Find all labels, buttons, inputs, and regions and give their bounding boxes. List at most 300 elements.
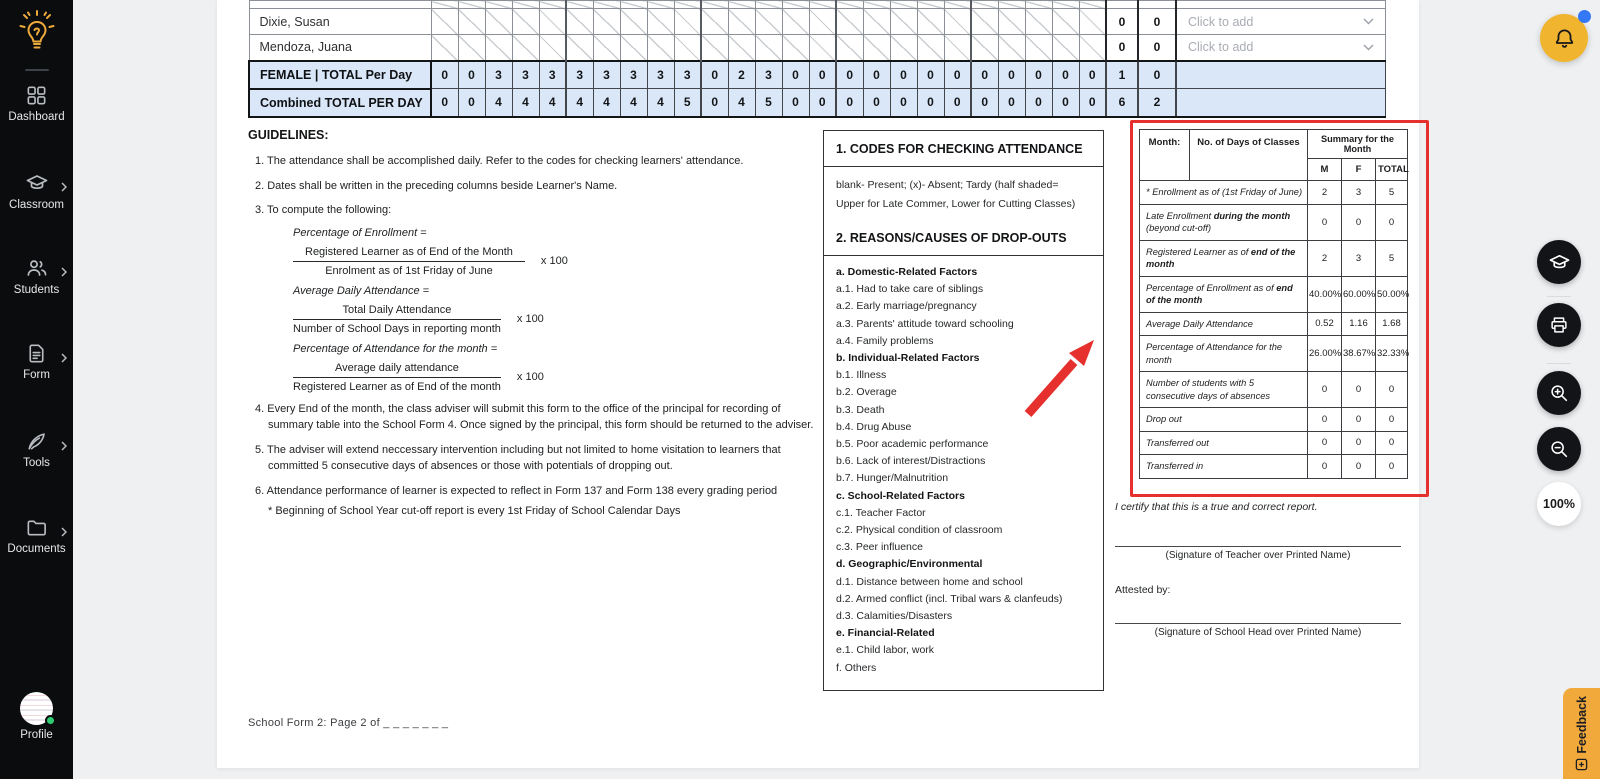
attendance-day-cell[interactable] <box>1052 1 1079 9</box>
attendance-day-cell[interactable] <box>809 9 836 35</box>
sidebar-divider <box>25 69 49 71</box>
day-total-cell: 4 <box>620 89 647 117</box>
dropout-reason: c.1. Teacher Factor <box>836 506 926 519</box>
attendance-day-cell[interactable] <box>971 9 998 35</box>
attendance-day-cell[interactable] <box>620 35 647 61</box>
summary-value-total: 0 <box>1376 204 1408 240</box>
summary-row-label: Transferred out <box>1140 431 1308 455</box>
formula-denominator: Enrolment as of 1st Friday of June <box>325 264 493 277</box>
summary-row <box>1140 336 1408 372</box>
zoom-level-badge: 100% <box>1537 482 1581 526</box>
zoom-in-button[interactable] <box>1537 371 1581 415</box>
codes-description: blank- Present; (x)- Absent; Tardy (half shaded= Upper for Late Commer, Lower for Cutting Classes) <box>836 179 1076 210</box>
day-total-cell: 4 <box>485 89 512 117</box>
certification-block <box>1115 501 1401 638</box>
summary-value-f: 0 <box>1342 204 1376 240</box>
day-total-cell: 0 <box>431 61 458 89</box>
sidebar-item-tools[interactable] <box>0 430 73 469</box>
head-signature-caption: (Signature of School Head over Printed Name) <box>1154 627 1362 638</box>
formula-numerator: Total Daily Attendance <box>293 304 501 320</box>
dropout-reason: a.4. Family problems <box>836 334 934 347</box>
attendance-day-cell[interactable] <box>1052 9 1079 35</box>
total-row-label: Combined TOTAL PER DAY <box>249 89 431 117</box>
sidebar-item-form[interactable] <box>0 342 73 381</box>
formula-denominator: Number of School Days in reporting month <box>293 322 501 335</box>
summary-value-total: 5 <box>1376 181 1408 205</box>
bell-icon <box>1552 26 1577 51</box>
sidebar-item-label: Form <box>23 369 50 381</box>
attendance-day-cell[interactable] <box>1079 35 1106 61</box>
summary-value-f: 0 <box>1342 372 1376 408</box>
summary-value-m: 0 <box>1308 455 1342 479</box>
day-total-cell: 0 <box>998 61 1025 89</box>
chevron-right-icon <box>61 350 67 368</box>
dropout-reason: d. Geographic/Environmental <box>836 558 983 571</box>
attendance-day-cell[interactable] <box>998 35 1025 61</box>
remarks-cell <box>1176 61 1386 89</box>
guideline-item: 2. Dates shall be written in the preceding columns beside Learner's Name. <box>255 179 618 192</box>
students-icon <box>25 256 49 280</box>
classroom-icon <box>25 171 49 195</box>
summary-row <box>1140 408 1408 432</box>
attendance-day-cell[interactable] <box>647 35 674 61</box>
dropout-reason: e.1. Child labor, work <box>836 644 935 657</box>
summary-value-m: 0 <box>1308 431 1342 455</box>
attendance-day-cell[interactable] <box>971 35 998 61</box>
day-total-cell: 0 <box>1025 89 1052 117</box>
day-total-cell: 0 <box>1052 89 1079 117</box>
summary-value-total: 0 <box>1376 372 1408 408</box>
formula-numerator: Average daily attendance <box>293 362 501 378</box>
attendance-day-cell[interactable] <box>782 35 809 61</box>
attendance-day-cell[interactable] <box>566 1 593 9</box>
dropout-reason: f. Others <box>836 661 877 674</box>
attendance-day-cell[interactable] <box>458 1 485 9</box>
attendance-day-cell[interactable] <box>1079 9 1106 35</box>
summary-value-f: 38.67% <box>1342 336 1376 372</box>
guideline-item: 3. To compute the following: <box>255 204 392 216</box>
dropout-reason: b.6. Lack of interest/Distractions <box>836 455 986 468</box>
day-total-cell: 0 <box>1079 89 1106 117</box>
summary-header-month: Month: <box>1140 130 1190 181</box>
certification-statement: I certify that this is a true and correct report. <box>1115 501 1318 513</box>
graduation-cap-icon <box>1548 251 1571 274</box>
absent-total-cell <box>1106 1 1138 9</box>
remarks-placeholder: Click to add <box>1188 14 1254 29</box>
attendance-day-cell[interactable] <box>809 35 836 61</box>
day-total-cell: 5 <box>755 89 782 117</box>
controls-divider <box>1547 363 1571 364</box>
day-total-cell: 0 <box>917 89 944 117</box>
attendance-day-cell[interactable] <box>512 1 539 9</box>
attendance-day-cell[interactable] <box>944 9 971 35</box>
zoom-in-icon <box>1548 382 1570 404</box>
codes-section2-title: 2. REASONS/CAUSES OF DROP-OUTS <box>824 220 1103 256</box>
form-icon <box>25 342 48 365</box>
attendance-day-cell[interactable] <box>917 35 944 61</box>
attendance-day-cell[interactable] <box>917 1 944 9</box>
attendance-day-cell[interactable] <box>647 1 674 9</box>
sidebar-item-label: Dashboard <box>8 111 65 123</box>
chevron-right-icon <box>61 524 67 542</box>
attendance-day-cell[interactable] <box>728 1 755 9</box>
dropout-reason: e. Financial-Related <box>836 627 935 640</box>
day-total-cell: 0 <box>782 61 809 89</box>
summary-header-f: F <box>1342 159 1376 181</box>
chevron-down-icon <box>1363 44 1374 51</box>
codes-section1-title: 1. CODES FOR CHECKING ATTENDANCE <box>824 131 1103 167</box>
dropout-reason: a. Domestic-Related Factors <box>836 266 978 278</box>
dropout-reason: b.4. Drug Abuse <box>836 420 912 433</box>
printer-icon <box>1548 314 1570 336</box>
avatar <box>20 692 53 725</box>
summary-value-f: 0 <box>1342 455 1376 479</box>
summary-row-label: Average Daily Attendance <box>1140 312 1308 336</box>
feedback-tab[interactable] <box>1563 688 1600 779</box>
attendance-day-cell[interactable] <box>1025 35 1052 61</box>
summary-value-m: 0 <box>1308 204 1342 240</box>
summary-value-m: 26.00% <box>1308 336 1342 372</box>
absent-total-cell: 0 <box>1106 9 1138 35</box>
attendance-day-cell[interactable] <box>1025 1 1052 9</box>
summary-value-total: 1.68 <box>1376 312 1408 336</box>
attendance-day-cell[interactable] <box>944 1 971 9</box>
summary-row <box>1140 431 1408 455</box>
summary-row-label: Percentage of Attendance for the month <box>1140 336 1308 372</box>
guideline-item: * Beginning of School Year cut-off report is every 1st Friday of School Calendar Days <box>268 505 681 517</box>
formula-numerator: Registered Learner as of End of the Month <box>293 246 525 262</box>
summary-value-f: 0 <box>1342 408 1376 432</box>
attendance-day-cell[interactable] <box>782 9 809 35</box>
attendance-day-cell[interactable] <box>620 1 647 9</box>
sidebar-item-students[interactable] <box>0 256 73 296</box>
attendance-row <box>249 35 1386 61</box>
attendance-day-cell[interactable] <box>539 9 566 35</box>
dropout-reason: c.3. Peer influence <box>836 541 923 554</box>
chevron-down-icon <box>1363 18 1374 25</box>
attendance-day-cell[interactable] <box>620 9 647 35</box>
dropout-reason: a.1. Had to take care of siblings <box>836 283 984 296</box>
attendance-day-cell[interactable] <box>836 9 863 35</box>
day-total-cell: 0 <box>863 61 890 89</box>
summary-value-m: 40.00% <box>1308 276 1342 312</box>
attendance-day-cell[interactable] <box>863 1 890 9</box>
attendance-day-cell[interactable] <box>782 1 809 9</box>
day-total-cell: 0 <box>863 89 890 117</box>
remarks-cell <box>1176 89 1386 117</box>
controls-divider <box>1547 296 1571 297</box>
sidebar-item-dashboard[interactable] <box>0 84 73 123</box>
tardy-total-cell: 0 <box>1138 35 1176 61</box>
day-total-cell: 0 <box>971 61 998 89</box>
summary-value-m: 0 <box>1308 372 1342 408</box>
attested-by-label: Attested by: <box>1115 584 1171 596</box>
day-total-cell: 0 <box>836 89 863 117</box>
dropout-reason: d.1. Distance between home and school <box>836 575 1023 588</box>
day-total-cell: 0 <box>458 89 485 117</box>
attendance-day-cell[interactable] <box>755 9 782 35</box>
formula-multiplier: x 100 <box>540 255 568 267</box>
day-total-cell: 3 <box>674 61 701 89</box>
sidebar-item-profile[interactable] <box>0 692 73 741</box>
summary-row-label: Percentage of Enrollment as of end of the month <box>1140 276 1308 312</box>
attendance-day-cell[interactable] <box>593 1 620 9</box>
attendance-day-cell[interactable] <box>728 35 755 61</box>
attendance-row <box>249 9 1386 35</box>
notification-badge-dot <box>1578 10 1591 23</box>
attendance-day-cell[interactable] <box>701 9 728 35</box>
formula-title: Percentage of Attendance for the month = <box>293 342 498 355</box>
day-total-cell: 0 <box>890 89 917 117</box>
formula <box>293 227 828 277</box>
remarks-cell <box>1176 9 1386 35</box>
attendance-day-cell[interactable] <box>485 9 512 35</box>
attendance-day-cell[interactable] <box>701 1 728 9</box>
tardy-total-cell: 0 <box>1138 61 1176 89</box>
attendance-day-cell[interactable] <box>971 1 998 9</box>
day-total-cell: 0 <box>809 89 836 117</box>
dropout-reason: b.7. Hunger/Malnutrition <box>836 472 949 485</box>
day-total-cell: 3 <box>593 61 620 89</box>
attendance-day-cell[interactable] <box>728 9 755 35</box>
remarks-cell <box>1176 35 1386 61</box>
guideline-item: 1. The attendance shall be accomplished daily. Refer to the codes for checking learners' attendance. <box>255 155 744 167</box>
formula-denominator: Registered Learner as of End of the month <box>293 380 501 393</box>
guidelines-title: GUIDELINES: <box>248 128 329 142</box>
remarks-placeholder: Click to add <box>1188 40 1254 55</box>
remarks-dropdown[interactable] <box>1177 35 1385 60</box>
attendance-day-cell[interactable] <box>755 1 782 9</box>
day-total-cell: 0 <box>701 61 728 89</box>
attendance-day-cell[interactable] <box>485 1 512 9</box>
dropout-reason: c.2. Physical condition of classroom <box>836 524 1003 537</box>
formula <box>293 285 828 335</box>
zoom-out-button[interactable] <box>1537 427 1581 471</box>
dropout-reason: b.5. Poor academic performance <box>836 438 989 451</box>
attendance-day-cell[interactable] <box>593 35 620 61</box>
summary-value-total: 50.00% <box>1376 276 1408 312</box>
remarks-cell <box>1176 1 1386 9</box>
attendance-day-cell[interactable] <box>512 35 539 61</box>
attendance-day-cell[interactable] <box>458 9 485 35</box>
print-button[interactable] <box>1537 303 1581 347</box>
sidebar-item-label: Classroom <box>9 199 64 211</box>
dropout-reason: b.1. Illness <box>836 369 887 382</box>
summary-header-total: TOTAL <box>1376 159 1408 181</box>
attendance-day-cell[interactable] <box>755 35 782 61</box>
formula-title: Percentage of Enrollment = <box>293 226 427 239</box>
summary-value-f: 0 <box>1342 431 1376 455</box>
guidelines-section <box>248 128 828 528</box>
summary-row <box>1140 372 1408 408</box>
attendance-day-cell[interactable] <box>485 35 512 61</box>
day-total-cell: 4 <box>593 89 620 117</box>
day-total-cell: 0 <box>809 61 836 89</box>
chevron-right-icon <box>61 179 67 197</box>
tardy-total-cell <box>1138 1 1176 9</box>
sidebar <box>0 0 73 779</box>
online-status-dot <box>45 715 56 726</box>
attendance-day-cell[interactable] <box>701 35 728 61</box>
attendance-day-cell[interactable] <box>863 35 890 61</box>
day-total-cell: 0 <box>944 89 971 117</box>
summary-row-label: Late Enrollment during the month (beyond cut-off) <box>1140 204 1308 240</box>
dropout-reasons-list <box>824 256 1103 685</box>
form-document <box>217 0 1419 768</box>
day-total-cell: 5 <box>674 89 701 117</box>
attendance-row <box>249 61 1386 89</box>
formula-multiplier: x 100 <box>516 313 544 325</box>
app-logo-lightbulb-icon[interactable] <box>17 8 57 60</box>
dropout-reason: b.3. Death <box>836 403 885 416</box>
attendance-day-cell[interactable] <box>1025 9 1052 35</box>
tools-icon <box>25 430 48 453</box>
day-total-cell: 4 <box>512 89 539 117</box>
sidebar-item-documents[interactable] <box>0 516 73 555</box>
formula-multiplier: x 100 <box>516 371 544 383</box>
sidebar-item-label: Documents <box>7 543 66 555</box>
day-total-cell: 4 <box>647 89 674 117</box>
teacher-signature-caption: (Signature of Teacher over Printed Name) <box>1165 550 1351 561</box>
zoom-out-icon <box>1548 438 1570 460</box>
learner-name-cell: Mendoza, Juana <box>249 35 431 61</box>
summary-row-label: * Enrollment as of (1st Friday of June) <box>1140 181 1308 205</box>
summary-header-days: No. of Days of Classes <box>1190 130 1308 181</box>
page-footer: School Form 2: Page 2 of _ _ _ _ _ _ _ <box>248 717 449 729</box>
summary-row <box>1140 455 1408 479</box>
guideline-item: 5. The adviser will extend neccessary intervention including but not limited to home visitation to learners that committed 5 consecutive days of absences or those with potentials of dropping out. <box>255 443 781 472</box>
feedback-label: Feedback <box>1574 695 1589 754</box>
attendance-day-cell[interactable] <box>647 9 674 35</box>
summary-value-f: 3 <box>1342 181 1376 205</box>
attendance-day-cell[interactable] <box>1079 1 1106 9</box>
attendance-day-cell[interactable] <box>890 1 917 9</box>
summary-row-label: Registered Learner as of end of the month <box>1140 240 1308 276</box>
day-total-cell: 3 <box>539 61 566 89</box>
day-total-cell: 0 <box>431 89 458 117</box>
attendance-day-cell[interactable] <box>431 1 458 9</box>
attendance-row <box>249 89 1386 117</box>
day-total-cell: 2 <box>728 61 755 89</box>
summary-header-m: M <box>1308 159 1342 181</box>
dropout-reason: a.3. Parents' attitude toward schooling <box>836 317 1014 330</box>
attendance-day-cell[interactable] <box>998 1 1025 9</box>
day-total-cell: 3 <box>755 61 782 89</box>
summary-value-m: 0.52 <box>1308 312 1342 336</box>
summary-row-label: Drop out <box>1140 408 1308 432</box>
absent-total-cell: 1 <box>1106 61 1138 89</box>
day-total-cell: 3 <box>647 61 674 89</box>
dropout-reason: b. Individual-Related Factors <box>836 352 980 365</box>
attendance-day-cell[interactable] <box>539 35 566 61</box>
dashboard-icon <box>25 84 48 107</box>
attendance-day-cell[interactable] <box>863 9 890 35</box>
codes-box <box>823 130 1104 691</box>
summary-value-total: 0 <box>1376 455 1408 479</box>
summary-value-total: 5 <box>1376 240 1408 276</box>
dropout-reason: b.2. Overage <box>836 386 897 399</box>
attendance-day-cell[interactable] <box>1052 35 1079 61</box>
classroom-view-button[interactable] <box>1537 240 1581 284</box>
summary-row-label: Transferred in <box>1140 455 1308 479</box>
day-total-cell: 0 <box>1079 61 1106 89</box>
attendance-day-cell[interactable] <box>593 9 620 35</box>
tardy-total-cell: 2 <box>1138 89 1176 117</box>
attendance-day-cell[interactable] <box>890 9 917 35</box>
summary-value-total: 0 <box>1376 408 1408 432</box>
attendance-day-cell[interactable] <box>836 35 863 61</box>
attendance-day-cell[interactable] <box>674 9 701 35</box>
tardy-total-cell: 0 <box>1138 9 1176 35</box>
day-total-cell: 0 <box>458 61 485 89</box>
documents-icon <box>25 516 48 539</box>
attendance-day-cell[interactable] <box>944 35 971 61</box>
day-total-cell: 0 <box>1025 61 1052 89</box>
attendance-day-cell[interactable] <box>809 1 836 9</box>
dropout-reason: d.2. Armed conflict (incl. Tribal wars & clanfeuds) <box>836 592 1063 605</box>
summary-table <box>1139 129 1408 479</box>
attendance-day-cell[interactable] <box>566 35 593 61</box>
attendance-day-cell[interactable] <box>512 9 539 35</box>
day-total-cell: 0 <box>782 89 809 117</box>
attendance-day-cell[interactable] <box>566 9 593 35</box>
summary-value-total: 0 <box>1376 431 1408 455</box>
summary-header-summary: Summary for the Month <box>1308 130 1408 159</box>
day-total-cell: 0 <box>890 61 917 89</box>
dropout-reason: d.3. Calamities/Disasters <box>836 610 953 623</box>
learner-name-cell: Dixie, Susan <box>249 9 431 35</box>
feedback-message-icon <box>1575 758 1588 771</box>
formula-title: Average Daily Attendance = <box>293 284 430 297</box>
attendance-day-cell[interactable] <box>431 35 458 61</box>
day-total-cell: 0 <box>836 61 863 89</box>
attendance-table <box>248 0 1386 118</box>
attendance-day-cell[interactable] <box>431 9 458 35</box>
attendance-day-cell[interactable] <box>458 35 485 61</box>
summary-row <box>1140 204 1408 240</box>
day-total-cell: 0 <box>944 61 971 89</box>
day-total-cell: 3 <box>566 61 593 89</box>
day-total-cell: 0 <box>971 89 998 117</box>
dropout-reason: a.2. Early marriage/pregnancy <box>836 300 977 313</box>
sidebar-item-label: Students <box>13 284 60 296</box>
day-total-cell: 3 <box>485 61 512 89</box>
attendance-day-cell[interactable] <box>539 1 566 9</box>
guideline-item: 4. Every End of the month, the class adviser will submit this form to the office of the principal for recording of summary table into the School Form 4. Once signed by the principal, this form should be returned to the adviser. <box>255 402 814 431</box>
day-total-cell: 4 <box>539 89 566 117</box>
remarks-dropdown[interactable] <box>1177 9 1385 34</box>
sidebar-item-classroom[interactable] <box>0 171 73 211</box>
chevron-right-icon <box>61 438 67 456</box>
day-total-cell: 4 <box>566 89 593 117</box>
dropout-reason: c. School-Related Factors <box>836 489 965 502</box>
attendance-day-cell[interactable] <box>917 9 944 35</box>
day-total-cell: 4 <box>728 89 755 117</box>
summary-value-total: 32.33% <box>1376 336 1408 372</box>
summary-value-m: 2 <box>1308 240 1342 276</box>
attendance-day-cell[interactable] <box>998 9 1025 35</box>
attendance-day-cell[interactable] <box>674 1 701 9</box>
day-total-cell: 0 <box>917 61 944 89</box>
attendance-day-cell[interactable] <box>836 1 863 9</box>
attendance-day-cell[interactable] <box>890 35 917 61</box>
day-total-cell: 0 <box>1052 61 1079 89</box>
day-total-cell: 0 <box>701 89 728 117</box>
attendance-day-cell[interactable] <box>674 35 701 61</box>
learner-name-cell <box>249 1 431 9</box>
sidebar-item-label: Profile <box>20 729 53 741</box>
total-row-label: FEMALE | TOTAL Per Day <box>249 61 431 89</box>
